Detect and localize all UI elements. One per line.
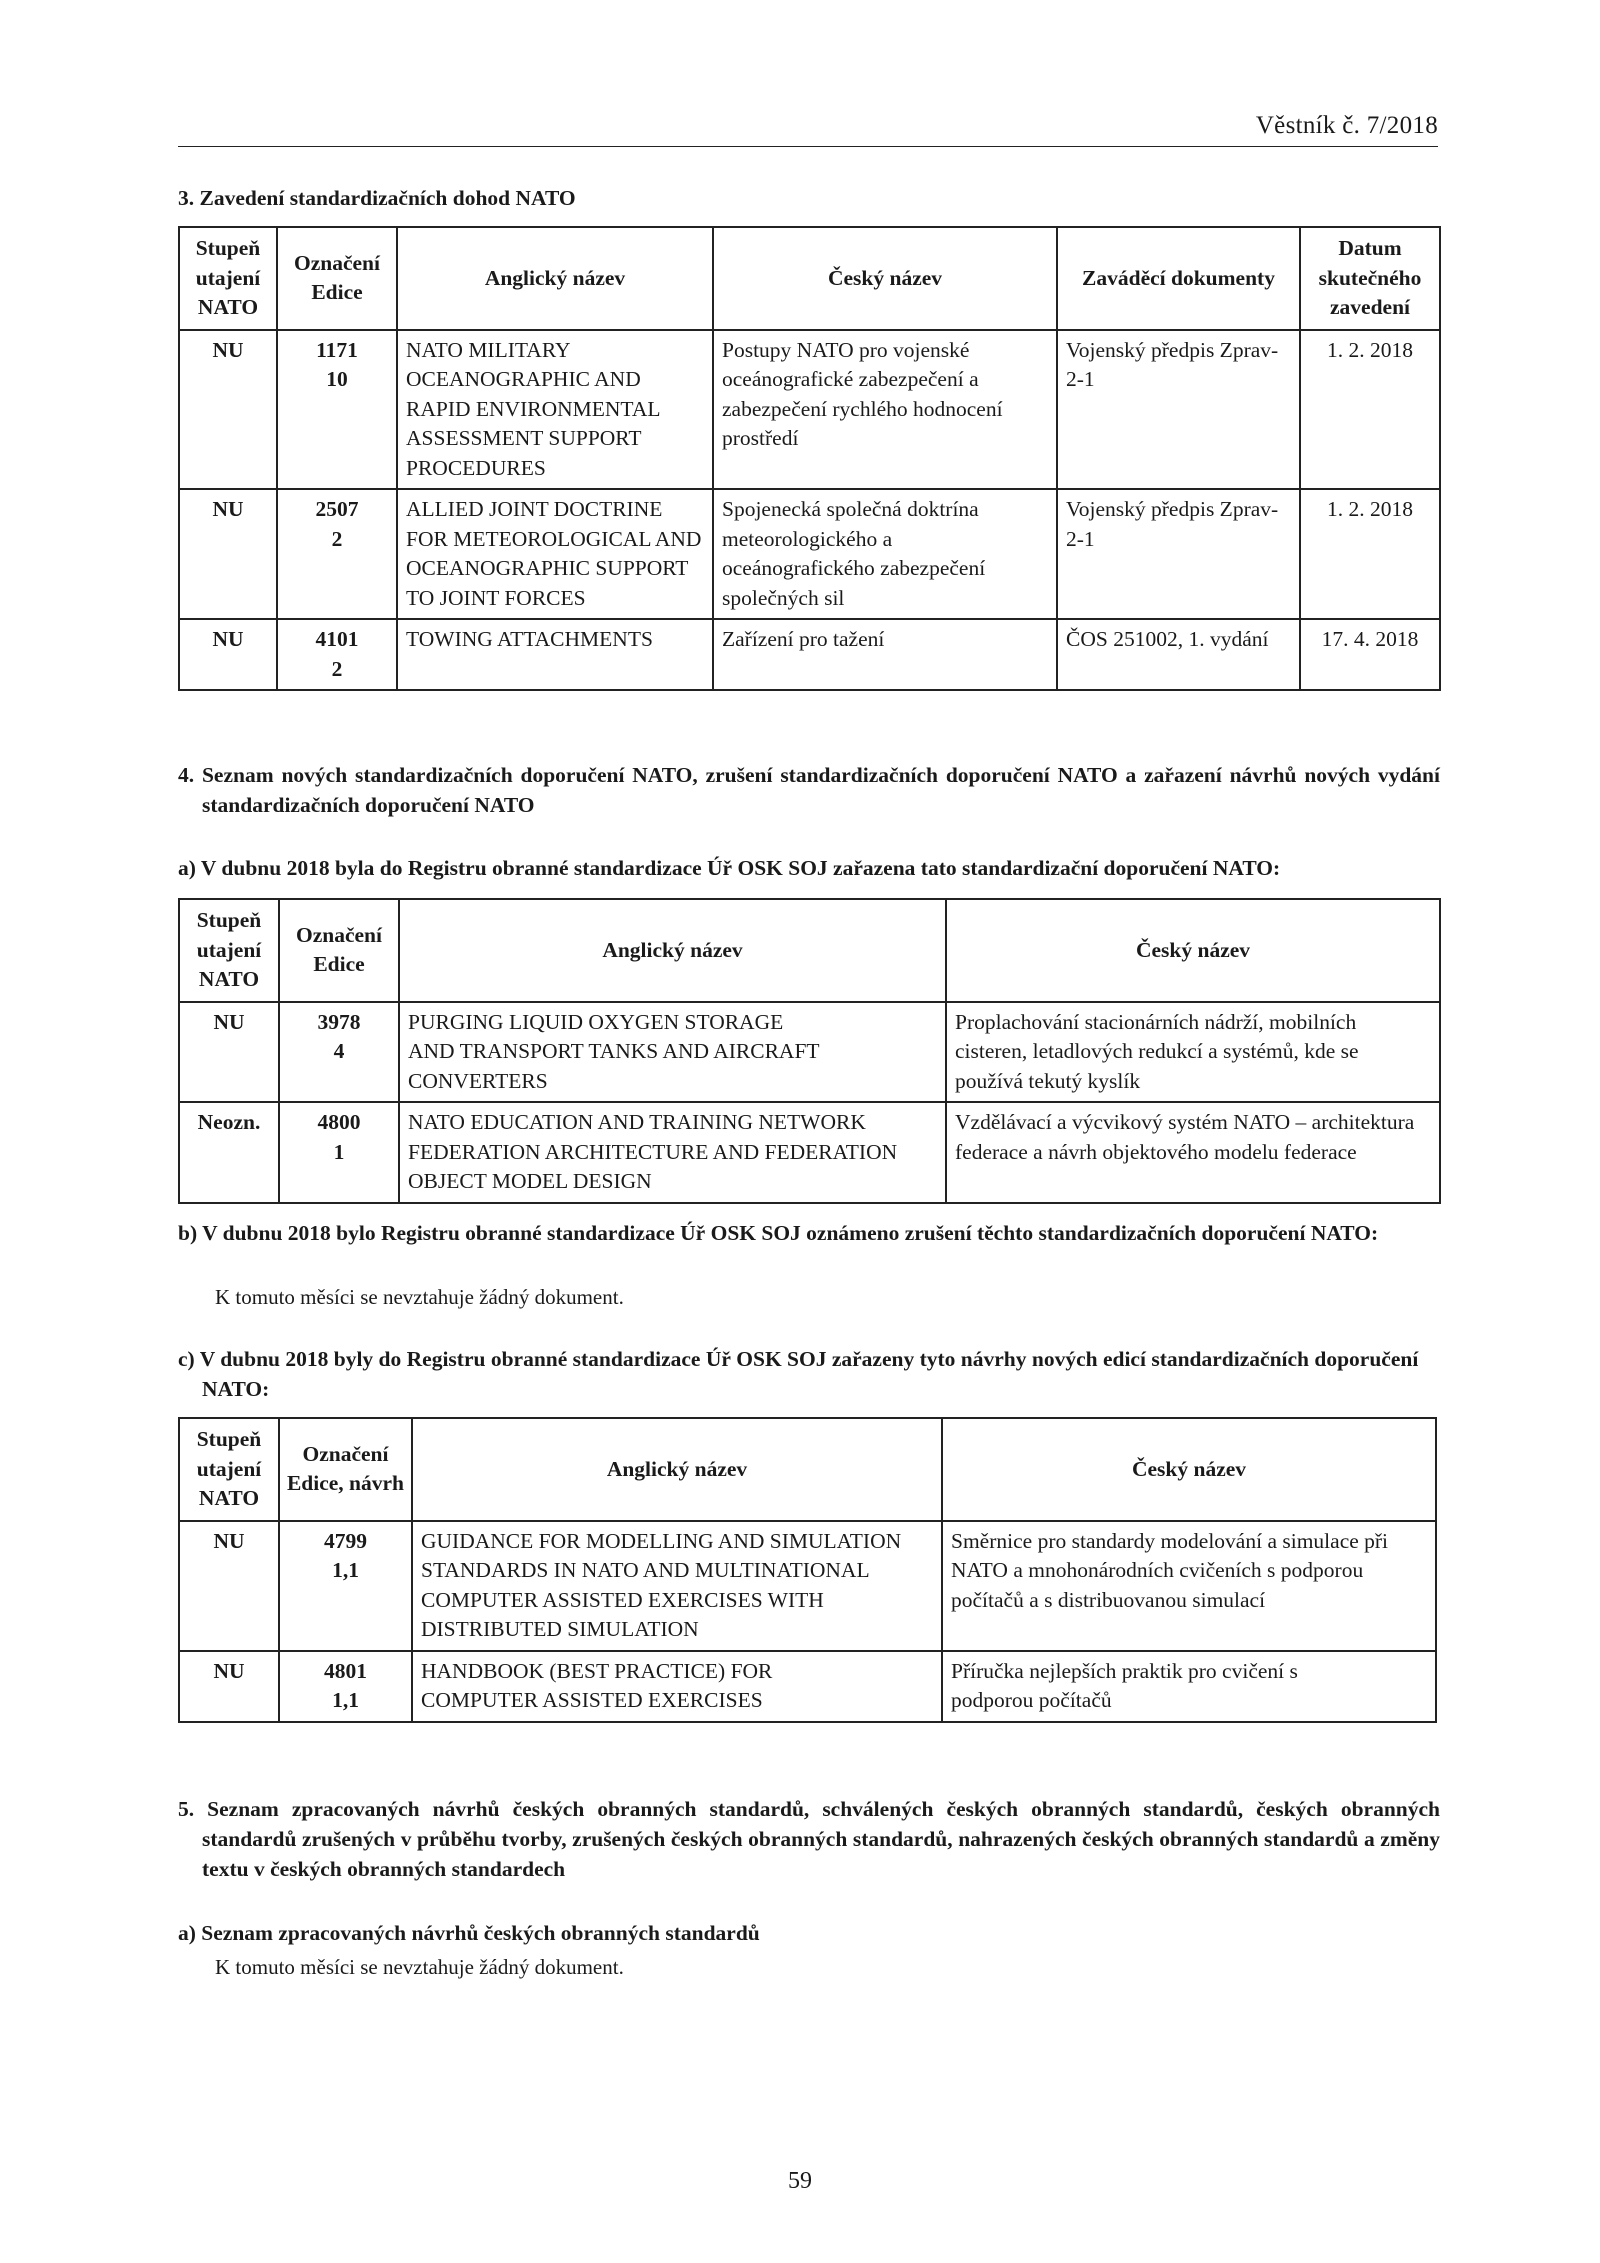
stanag-number: 4101 <box>315 627 359 651</box>
section-4c-heading: c) V dubnu 2018 byly do Registru obranné standardizace Úř OSK SOJ zařazeny tyto návrhy nových edicí standardizačních doporučení NATO: <box>178 1347 1419 1401</box>
table-header-row <box>179 899 1440 1002</box>
edition-number: 1,1 <box>332 1688 359 1712</box>
english-title-cell: HANDBOOK (BEST PRACTICE) FOR COMPUTER ASSISTED EXERCISES <box>412 1651 942 1722</box>
header-title: Věstník č. 7/2018 <box>1255 112 1438 139</box>
column-header: Označení Edice, návrh <box>279 1418 412 1521</box>
edition-number: 1,1 <box>332 1558 359 1582</box>
column-header: Zaváděcí dokumenty <box>1057 227 1300 330</box>
edition-number: 4 <box>333 1039 345 1063</box>
czech-title-cell: Vzdělávací a výcvikový systém NATO – architektura federace a návrh objektového modelu federace <box>946 1102 1440 1203</box>
english-title-cell: NATO EDUCATION AND TRAINING NETWORK FEDERATION ARCHITECTURE AND FEDERATION OBJECT MODEL DESIGN <box>399 1102 946 1203</box>
designation-cell <box>277 489 397 619</box>
czech-title-cell: Proplachování stacionárních nádrží, mobilních cisteren, letadlových redukcí a systémů, kde se používá tekutý kyslík <box>946 1002 1440 1103</box>
designation-cell <box>279 1002 399 1103</box>
date-cell: 17. 4. 2018 <box>1300 619 1440 690</box>
czech-title-cell: Spojenecká společná doktrína meteorologického a oceánografického zabezpečení společných sil <box>713 489 1057 619</box>
stanag-number: 4801 <box>324 1658 367 1683</box>
table-row <box>179 489 1440 619</box>
english-title-cell: PURGING LIQUID OXYGEN STORAGE AND TRANSPORT TANKS AND AIRCRAFT CONVERTERS <box>399 1002 946 1103</box>
english-title-cell: NATO MILITARY OCEANOGRAPHIC AND RAPID ENVIRONMENTAL ASSESSMENT SUPPORT PROCEDURES <box>397 330 713 490</box>
table-header-row <box>179 1418 1436 1521</box>
table-row <box>179 1651 1436 1722</box>
classification-cell: Neozn. <box>179 1102 279 1203</box>
czech-title-cell: Směrnice pro standardy modelování a simulace při NATO a mnohonárodních cvičeních s podporou počítačů a s distribuovanou simulací <box>942 1521 1436 1651</box>
column-header: Stupeň utajení NATO <box>179 227 277 330</box>
column-header: Stupeň utajení NATO <box>179 1418 279 1521</box>
classification-cell: NU <box>179 1521 279 1651</box>
stanag-number: 2507 <box>315 497 359 521</box>
table-row <box>179 330 1440 490</box>
section-5-heading: 5. Seznam zpracovaných návrhů českých obranných standardů, schválených českých obranných standardů, českých obranných standardů zrušených v průběhu tvorby, zrušených českých obranných standardů, nahrazených českých obranných standardů a změny textu v českých obranných standardech <box>178 1797 1440 1881</box>
stanag-number: 1171 <box>316 337 358 362</box>
column-header: Stupeň utajení NATO <box>179 899 279 1002</box>
section-4a-heading: a) V dubnu 2018 byla do Registru obranné standardizace Úř OSK SOJ zařazena tato standardizační doporučení NATO: <box>178 856 1281 880</box>
edition-number: 2 <box>331 656 343 681</box>
table-row <box>179 1002 1440 1103</box>
czech-title-cell: Postupy NATO pro vojenské oceánografické zabezpečení a zabezpečení rychlého hodnocení prostředí <box>713 330 1057 490</box>
table-row <box>179 619 1440 690</box>
implementing-docs-cell: Vojenský předpis Zprav-2-1 <box>1057 330 1300 490</box>
table-row <box>179 1521 1436 1651</box>
table-section-4a <box>178 898 1441 1204</box>
table-section-4c <box>178 1417 1437 1723</box>
table-row <box>179 1102 1440 1203</box>
stanag-number: 3978 <box>317 1009 361 1034</box>
column-header: Český název <box>942 1418 1436 1521</box>
column-header: Český název <box>946 899 1440 1002</box>
section-3-heading: 3. Zavedení standardizačních dohod NATO <box>178 186 576 210</box>
implementing-docs-cell: Vojenský předpis Zprav-2-1 <box>1057 489 1300 619</box>
classification-cell: NU <box>179 1651 279 1722</box>
english-title-cell: GUIDANCE FOR MODELLING AND SIMULATION STANDARDS IN NATO AND MULTINATIONAL COMPUTER ASSISTED EXERCISES WITH DISTRIBUTED SIMULATION <box>412 1521 942 1651</box>
classification-cell: NU <box>179 330 277 490</box>
edition-number: 10 <box>326 367 348 391</box>
page-number: 59 <box>788 2168 812 2194</box>
designation-cell <box>279 1521 412 1651</box>
english-title-cell: TOWING ATTACHMENTS <box>397 619 713 690</box>
stanag-number: 4800 <box>317 1110 361 1134</box>
edition-number: 2 <box>331 526 343 551</box>
edition-number: 1 <box>333 1139 345 1164</box>
classification-cell: NU <box>179 619 277 690</box>
implementing-docs-cell: ČOS 251002, 1. vydání <box>1057 619 1300 690</box>
stanag-number: 4799 <box>324 1528 367 1553</box>
column-header: Český název <box>713 227 1057 330</box>
column-header: Označení Edice <box>279 899 399 1002</box>
date-cell: 1. 2. 2018 <box>1300 489 1440 619</box>
section-5a-heading: a) Seznam zpracovaných návrhů českých obranných standardů <box>178 1921 760 1945</box>
table-section-3 <box>178 226 1441 691</box>
column-header: Označení Edice <box>277 227 397 330</box>
column-header: Anglický název <box>412 1418 942 1521</box>
section-5a-note: K tomuto měsíci se nevztahuje žádný dokument. <box>215 1955 624 1979</box>
designation-cell <box>277 330 397 490</box>
czech-title-cell: Příručka nejlepších praktik pro cvičení s podporou počítačů <box>942 1651 1436 1722</box>
section-4b-note: K tomuto měsíci se nevztahuje žádný dokument. <box>215 1285 624 1309</box>
section-4b-heading: b) V dubnu 2018 bylo Registru obranné standardizace Úř OSK SOJ oznámeno zrušení těchto standardizačních doporučení NATO: <box>178 1221 1379 1245</box>
section-4-heading: 4. Seznam nových standardizačních doporučení NATO, zrušení standardizačních doporučení NATO a zařazení návrhů nových vydání standardizačních doporučení NATO <box>178 763 1440 817</box>
designation-cell <box>277 619 397 690</box>
designation-cell <box>279 1102 399 1203</box>
designation-cell <box>279 1651 412 1722</box>
column-header: Anglický název <box>399 899 946 1002</box>
column-header: Anglický název <box>397 227 713 330</box>
english-title-cell: ALLIED JOINT DOCTRINE FOR METEOROLOGICAL AND OCEANOGRAPHIC SUPPORT TO JOINT FORCES <box>397 489 713 619</box>
classification-cell: NU <box>179 489 277 619</box>
classification-cell: NU <box>179 1002 279 1103</box>
date-cell: 1. 2. 2018 <box>1300 330 1440 490</box>
running-header <box>178 110 1438 147</box>
column-header: Datum skutečného zavedení <box>1300 227 1440 330</box>
czech-title-cell: Zařízení pro tažení <box>713 619 1057 690</box>
table-header-row <box>179 227 1440 330</box>
